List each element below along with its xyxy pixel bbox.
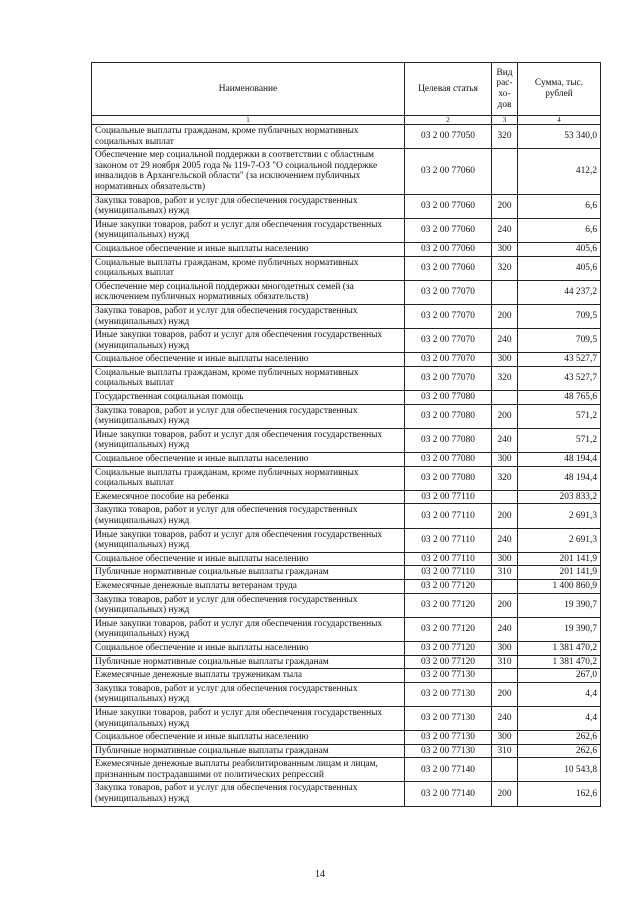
row-name-cell: Иные закупки товаров, работ и услуг для обеспечения государственных (муниципальных) нужд [92, 706, 405, 730]
row-sum-cell: 43 527,7 [518, 353, 601, 367]
row-sum-cell: 6,6 [518, 194, 601, 218]
row-kind-cell [492, 579, 518, 593]
row-sum-cell: 48 194,4 [518, 453, 601, 467]
table-row [92, 528, 601, 552]
column-number: 2 [405, 116, 492, 125]
row-kind-cell: 200 [492, 682, 518, 706]
row-kind-cell: 240 [492, 617, 518, 641]
row-name-cell: Социальные выплаты гражданам, кроме публичных нормативных социальных выплат [92, 366, 405, 390]
row-sum-cell: 1 400 860,9 [518, 579, 601, 593]
row-kind-cell [492, 758, 518, 782]
row-name-cell: Публичные нормативные социальные выплаты гражданам [92, 744, 405, 758]
row-article-cell: 03 2 00 77140 [405, 758, 492, 782]
row-article-cell: 03 2 00 77120 [405, 593, 492, 617]
row-article-cell: 03 2 00 77120 [405, 579, 492, 593]
row-name-cell: Закупка товаров, работ и услуг для обеспечения государственных (муниципальных) нужд [92, 682, 405, 706]
row-kind-cell: 320 [492, 256, 518, 280]
table-row [92, 593, 601, 617]
row-article-cell: 03 2 00 77130 [405, 669, 492, 683]
row-kind-cell: 310 [492, 744, 518, 758]
row-sum-cell: 19 390,7 [518, 593, 601, 617]
row-article-cell: 03 2 00 77110 [405, 552, 492, 566]
table-row [92, 731, 601, 745]
table-row [92, 353, 601, 367]
row-kind-cell: 320 [492, 125, 518, 149]
table-row [92, 366, 601, 390]
row-name-cell: Ежемесячные денежные выплаты реабилитированным лицам и лицам, признанным пострадавшими от политических репрессий [92, 758, 405, 782]
row-kind-cell: 300 [492, 453, 518, 467]
row-article-cell: 03 2 00 77080 [405, 391, 492, 405]
row-sum-cell: 709,5 [518, 329, 601, 353]
row-sum-cell: 262,6 [518, 744, 601, 758]
row-article-cell: 03 2 00 77080 [405, 404, 492, 428]
row-kind-cell: 300 [492, 552, 518, 566]
table-row [92, 641, 601, 655]
row-sum-cell: 4,4 [518, 682, 601, 706]
page-number: 14 [315, 869, 325, 880]
row-name-cell: Ежемесячное пособие на ребенка [92, 490, 405, 504]
row-sum-cell: 4,4 [518, 706, 601, 730]
row-name-cell: Ежемесячные денежные выплаты ветеранам труда [92, 579, 405, 593]
header-name: Наименование [92, 63, 405, 116]
column-number: 1 [92, 116, 405, 125]
table-row [92, 194, 601, 218]
row-article-cell: 03 2 00 77110 [405, 566, 492, 580]
row-article-cell: 03 2 00 77050 [405, 125, 492, 149]
row-sum-cell: 48 194,4 [518, 466, 601, 490]
row-article-cell: 03 2 00 77070 [405, 304, 492, 328]
row-kind-cell: 310 [492, 655, 518, 669]
row-kind-cell: 320 [492, 466, 518, 490]
row-article-cell: 03 2 00 77110 [405, 490, 492, 504]
row-sum-cell: 48 765,6 [518, 391, 601, 405]
row-kind-cell [492, 669, 518, 683]
row-article-cell: 03 2 00 77080 [405, 466, 492, 490]
row-article-cell: 03 2 00 77130 [405, 706, 492, 730]
row-name-cell: Иные закупки товаров, работ и услуг для обеспечения государственных (муниципальных) нужд [92, 218, 405, 242]
row-name-cell: Закупка товаров, работ и услуг для обеспечения государственных (муниципальных) нужд [92, 504, 405, 528]
row-kind-cell: 200 [492, 782, 518, 806]
row-name-cell: Иные закупки товаров, работ и услуг для обеспечения государственных (муниципальных) нужд [92, 329, 405, 353]
row-article-cell: 03 2 00 77110 [405, 504, 492, 528]
row-kind-cell: 200 [492, 404, 518, 428]
row-name-cell: Закупка товаров, работ и услуг для обеспечения государственных (муниципальных) нужд [92, 304, 405, 328]
row-name-cell: Обеспечение мер социальной поддержки многодетных семей (за исключением публичных нормативных обязательств) [92, 280, 405, 304]
row-sum-cell: 709,5 [518, 304, 601, 328]
table-row [92, 490, 601, 504]
row-sum-cell: 1 381 470,2 [518, 655, 601, 669]
row-sum-cell: 43 527,7 [518, 366, 601, 390]
row-name-cell: Социальные выплаты гражданам, кроме публичных нормативных социальных выплат [92, 125, 405, 149]
table-row [92, 256, 601, 280]
row-name-cell: Обеспечение мер социальной поддержки в соответствии с областным законом от 29 ноября 2005 года № 119-7-ОЗ "О социальной поддержке инвалидов в Архангельской области" (за исключением публичных нормативных обязательств) [92, 149, 405, 194]
column-number: 4 [518, 116, 601, 125]
row-kind-cell: 240 [492, 706, 518, 730]
row-article-cell: 03 2 00 77060 [405, 218, 492, 242]
table-row [92, 706, 601, 730]
row-sum-cell: 203 833,2 [518, 490, 601, 504]
row-name-cell: Иные закупки товаров, работ и услуг для обеспечения государственных (муниципальных) нужд [92, 617, 405, 641]
row-article-cell: 03 2 00 77080 [405, 453, 492, 467]
header-article: Целевая статья [405, 63, 492, 116]
row-sum-cell: 405,6 [518, 256, 601, 280]
row-sum-cell: 571,2 [518, 428, 601, 452]
row-sum-cell: 10 543,8 [518, 758, 601, 782]
row-kind-cell: 300 [492, 731, 518, 745]
table-row [92, 218, 601, 242]
row-kind-cell: 300 [492, 641, 518, 655]
row-name-cell: Ежемесячные денежные выплаты труженикам тыла [92, 669, 405, 683]
table-row [92, 566, 601, 580]
row-sum-cell: 571,2 [518, 404, 601, 428]
table-row [92, 579, 601, 593]
row-article-cell: 03 2 00 77060 [405, 194, 492, 218]
column-number-row [92, 116, 601, 125]
row-kind-cell: 200 [492, 194, 518, 218]
row-kind-cell [492, 149, 518, 194]
row-article-cell: 03 2 00 77070 [405, 329, 492, 353]
table-row [92, 391, 601, 405]
row-sum-cell: 2 691,3 [518, 528, 601, 552]
row-name-cell: Социальное обеспечение и иные выплаты населению [92, 242, 405, 256]
table-row [92, 466, 601, 490]
row-kind-cell: 320 [492, 366, 518, 390]
row-sum-cell: 162,6 [518, 782, 601, 806]
row-kind-cell: 300 [492, 353, 518, 367]
row-name-cell: Социальное обеспечение и иные выплаты населению [92, 353, 405, 367]
row-article-cell: 03 2 00 77130 [405, 731, 492, 745]
row-article-cell: 03 2 00 77080 [405, 428, 492, 452]
table-row [92, 758, 601, 782]
table-row [92, 617, 601, 641]
table-row [92, 682, 601, 706]
table-row [92, 669, 601, 683]
row-name-cell: Социальное обеспечение и иные выплаты населению [92, 731, 405, 745]
row-sum-cell: 53 340,0 [518, 125, 601, 149]
table-row [92, 149, 601, 194]
row-article-cell: 03 2 00 77070 [405, 366, 492, 390]
table-row [92, 280, 601, 304]
row-name-cell: Социальные выплаты гражданам, кроме публичных нормативных социальных выплат [92, 256, 405, 280]
budget-table [91, 62, 601, 807]
row-name-cell: Государственная социальная помощь [92, 391, 405, 405]
table-header-row [92, 63, 601, 116]
row-kind-cell: 200 [492, 304, 518, 328]
row-kind-cell: 310 [492, 566, 518, 580]
table-row [92, 404, 601, 428]
table-row [92, 552, 601, 566]
row-kind-cell: 240 [492, 218, 518, 242]
column-number: 3 [492, 116, 518, 125]
row-kind-cell: 200 [492, 593, 518, 617]
table-row [92, 453, 601, 467]
row-article-cell: 03 2 00 77060 [405, 242, 492, 256]
row-sum-cell: 267,0 [518, 669, 601, 683]
table-row [92, 125, 601, 149]
row-name-cell: Социальное обеспечение и иные выплаты населению [92, 641, 405, 655]
table-row [92, 242, 601, 256]
row-article-cell: 03 2 00 77120 [405, 641, 492, 655]
row-kind-cell [492, 490, 518, 504]
row-sum-cell: 405,6 [518, 242, 601, 256]
row-name-cell: Закупка товаров, работ и услуг для обеспечения государственных (муниципальных) нужд [92, 593, 405, 617]
row-name-cell: Иные закупки товаров, работ и услуг для обеспечения государственных (муниципальных) нужд [92, 528, 405, 552]
row-kind-cell: 300 [492, 242, 518, 256]
row-name-cell: Закупка товаров, работ и услуг для обеспечения государственных (муниципальных) нужд [92, 404, 405, 428]
row-sum-cell: 19 390,7 [518, 617, 601, 641]
row-article-cell: 03 2 00 77060 [405, 256, 492, 280]
row-name-cell: Иные закупки товаров, работ и услуг для обеспечения государственных (муниципальных) нужд [92, 428, 405, 452]
row-kind-cell: 200 [492, 504, 518, 528]
table-row [92, 304, 601, 328]
row-kind-cell: 240 [492, 528, 518, 552]
row-kind-cell [492, 280, 518, 304]
row-name-cell: Социальное обеспечение и иные выплаты населению [92, 453, 405, 467]
row-sum-cell: 262,6 [518, 731, 601, 745]
header-sum: Сумма, тыс. рублей [518, 63, 601, 116]
row-name-cell: Публичные нормативные социальные выплаты гражданам [92, 655, 405, 669]
table-row [92, 744, 601, 758]
row-sum-cell: 201 141,9 [518, 566, 601, 580]
row-sum-cell: 1 381 470,2 [518, 641, 601, 655]
row-name-cell: Публичные нормативные социальные выплаты гражданам [92, 566, 405, 580]
row-kind-cell [492, 391, 518, 405]
table-row [92, 428, 601, 452]
row-sum-cell: 2 691,3 [518, 504, 601, 528]
row-article-cell: 03 2 00 77110 [405, 528, 492, 552]
row-sum-cell: 201 141,9 [518, 552, 601, 566]
row-article-cell: 03 2 00 77130 [405, 682, 492, 706]
row-article-cell: 03 2 00 77060 [405, 149, 492, 194]
row-article-cell: 03 2 00 77070 [405, 353, 492, 367]
row-article-cell: 03 2 00 77130 [405, 744, 492, 758]
row-name-cell: Закупка товаров, работ и услуг для обеспечения государственных (муниципальных) нужд [92, 194, 405, 218]
row-article-cell: 03 2 00 77140 [405, 782, 492, 806]
table-row [92, 504, 601, 528]
row-article-cell: 03 2 00 77120 [405, 655, 492, 669]
row-article-cell: 03 2 00 77070 [405, 280, 492, 304]
row-sum-cell: 6,6 [518, 218, 601, 242]
row-name-cell: Социальные выплаты гражданам, кроме публичных нормативных социальных выплат [92, 466, 405, 490]
row-name-cell: Закупка товаров, работ и услуг для обеспечения государственных (муниципальных) нужд [92, 782, 405, 806]
table-row [92, 782, 601, 806]
table-row [92, 655, 601, 669]
row-sum-cell: 44 237,2 [518, 280, 601, 304]
row-sum-cell: 412,2 [518, 149, 601, 194]
header-kind: Вид рас- хо- дов [492, 63, 518, 116]
row-name-cell: Социальное обеспечение и иные выплаты населению [92, 552, 405, 566]
row-article-cell: 03 2 00 77120 [405, 617, 492, 641]
row-kind-cell: 240 [492, 329, 518, 353]
table-body [92, 125, 601, 807]
row-kind-cell: 240 [492, 428, 518, 452]
table-row [92, 329, 601, 353]
